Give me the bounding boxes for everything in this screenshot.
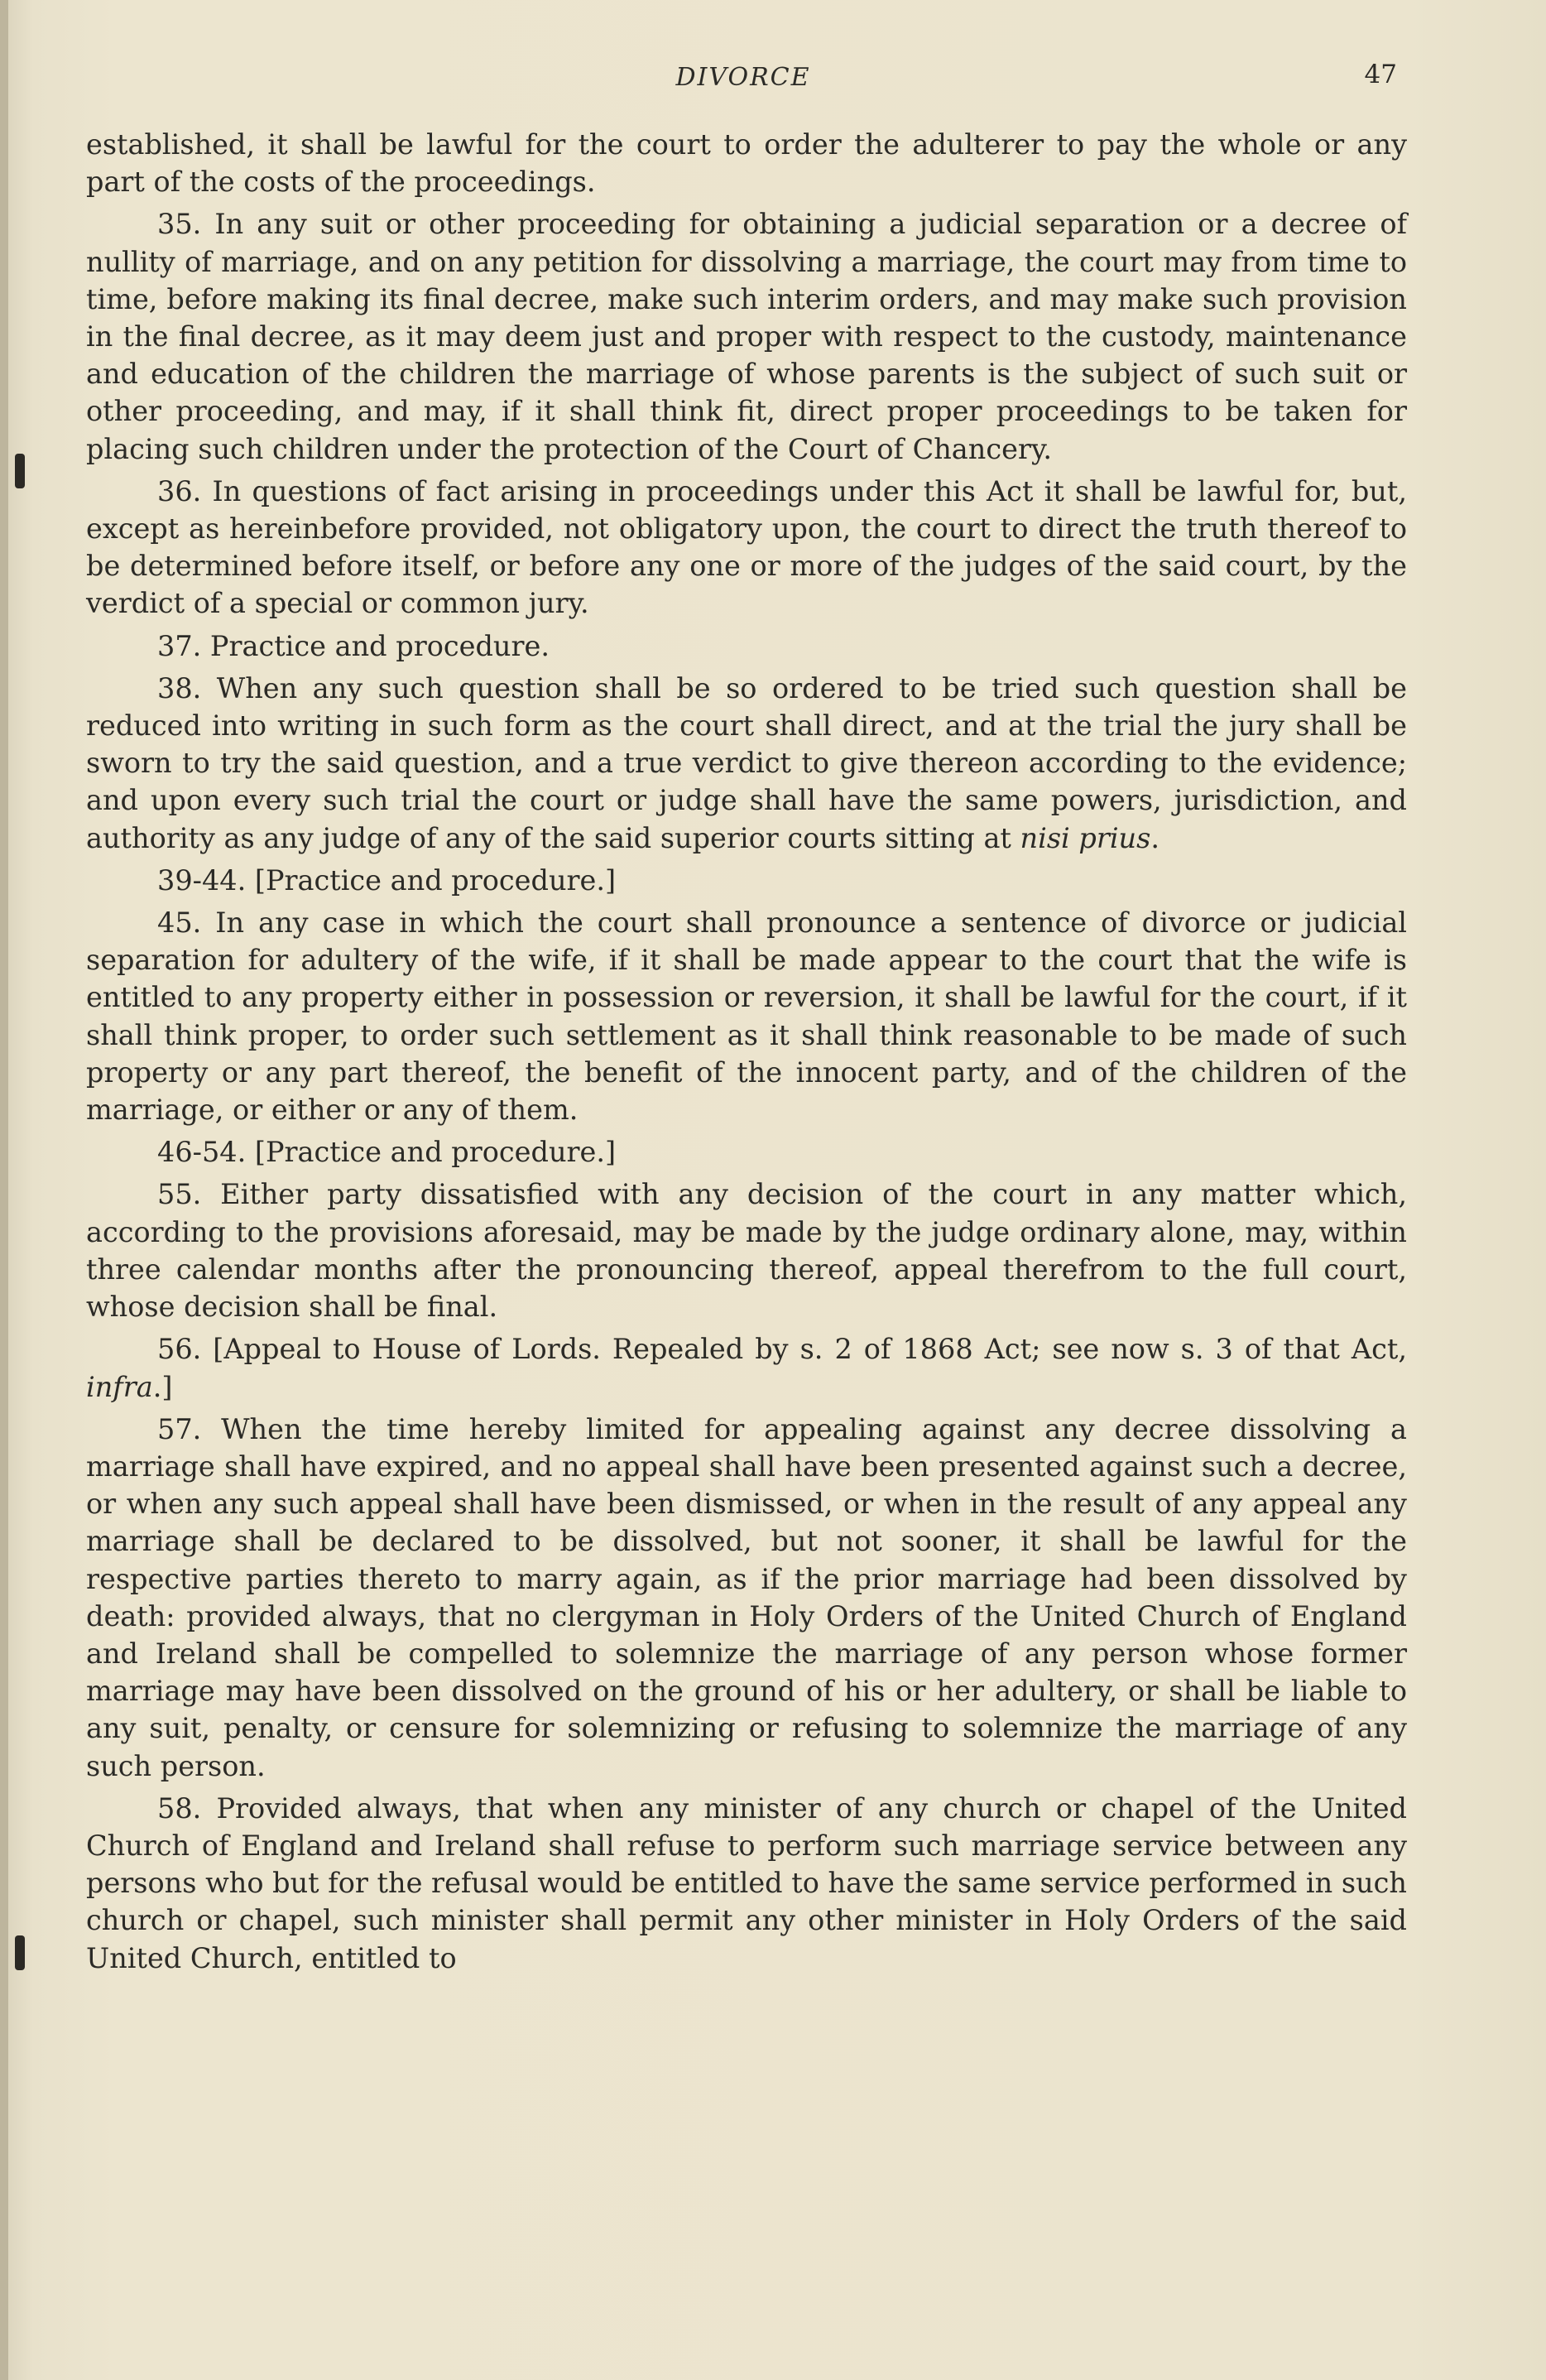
- page-number: 47: [1364, 60, 1397, 89]
- binding-edge: [0, 0, 8, 2380]
- binding-clip-mark-top: [15, 454, 25, 488]
- section-38-italic-term: nisi prius: [1020, 821, 1151, 854]
- section-56-tail: .]: [152, 1370, 173, 1403]
- section-38-tail: .: [1150, 821, 1160, 854]
- paragraph-continuation: established, it shall be lawful for the court to order the adulterer to pay the whole or any part of the costs of the proceedings.: [86, 128, 1407, 199]
- running-head: [0, 60, 1546, 96]
- paragraph-section-57: 57. When the time hereby limited for appealing against any decree dissolving a marriage shall have expired, and no appeal shall have been presented against such a decree, or when any such appeal shall have been dismissed, or when in the result of any appeal any marriage shall be declared to be dissolved, but not sooner, it shall be lawful for the respective parties thereto to marry again, as if the prior marriage had been dissolved by death: provided always, that no clergyman in Holy Orders of the United Church of England and Ireland shall be compelled to solemnize the marriage of any person whose former marriage may have been dissolved on the ground of his or her adultery, or shall be liable to any suit, penalty, or censure for solemnizing or refusing to solemnize the marriage of any such person.: [86, 1412, 1407, 1782]
- paragraph-section-56: [86, 1330, 1407, 1405]
- paragraph-section-37: 37. Practice and procedure.: [157, 629, 550, 662]
- running-title: DIVORCE: [675, 63, 811, 92]
- body-text: [86, 126, 1407, 1982]
- paragraph-section-55: 55. Either party dissatisfied with any decision of the court in any matter which, according to the provisions aforesaid, may be made by the judge ordinary alone, may, within three calendar months after the pronouncing thereof, appeal therefrom to the full court, whose decision shall be final.: [86, 1178, 1407, 1324]
- binding-clip-mark-bottom: [15, 1935, 25, 1970]
- section-56-italic-term: infra: [86, 1370, 153, 1403]
- section-56-text: 56. [Appeal to House of Lords. Repealed by s. 2 of 1868 Act; see now s. 3 of that Act,: [157, 1333, 1407, 1366]
- section-38-text: 38. When any such question shall be so ordered to be tried such question shall be reduced into writing in such form as the court shall direct, and at the trial the jury shall be sworn to try the said question, and a true verdict to give thereon according to the evidence; and upon every such trial the court or judge shall have the same powers, jurisdiction, and authority as any judge of any of the said superior courts sitting at: [86, 671, 1407, 854]
- paragraph-section-58: 58. Provided always, that when any minister of any church or chapel of the United Church of England and Ireland shall refuse to perform such marriage service between any persons who but for the refusal would be entitled to have the same service performed in such church or chapel, such minister shall permit any other minister in Holy Orders of the said United Church, entitled to: [86, 1791, 1407, 1974]
- paragraph-section-38: [86, 670, 1407, 857]
- paragraph-section-39-44: 39-44. [Practice and procedure.]: [157, 863, 617, 897]
- paragraph-section-35: 35. In any suit or other proceeding for obtaining a judicial separation or a decree of nullity of marriage, and on any petition for dissolving a marriage, the court may from time to time, before making its final decree, make such interim orders, and may make such provision in the final decree, as it may deem just and proper with respect to the custody, maintenance and education of the children the marriage of whose parents is the subject of such suit or other proceeding, and may, if it shall think fit, direct proper proceedings to be taken for placing such children under the protection of the Court of Chancery.: [86, 208, 1407, 465]
- paragraph-section-36: 36. In questions of fact arising in proceedings under this Act it shall be lawful for, but, except as hereinbefore provided, not obligatory upon, the court to direct the truth thereof to be determined before itself, or before any one or more of the judges of the said court, by the verdict of a special or common jury.: [86, 474, 1407, 620]
- paragraph-section-45: 45. In any case in which the court shall pronounce a sentence of divorce or judicial separation for adultery of the wife, if it shall be made appear to the court that the wife is entitled to any property either in possession or reversion, it shall be lawful for the court, if it shall think proper, to order such settlement as it shall think reasonable to be made of such property or any part thereof, the benefit of the innocent party, and of the children of the marriage, or either or any of them.: [86, 906, 1407, 1127]
- paragraph-section-46-54: 46-54. [Practice and procedure.]: [157, 1136, 617, 1169]
